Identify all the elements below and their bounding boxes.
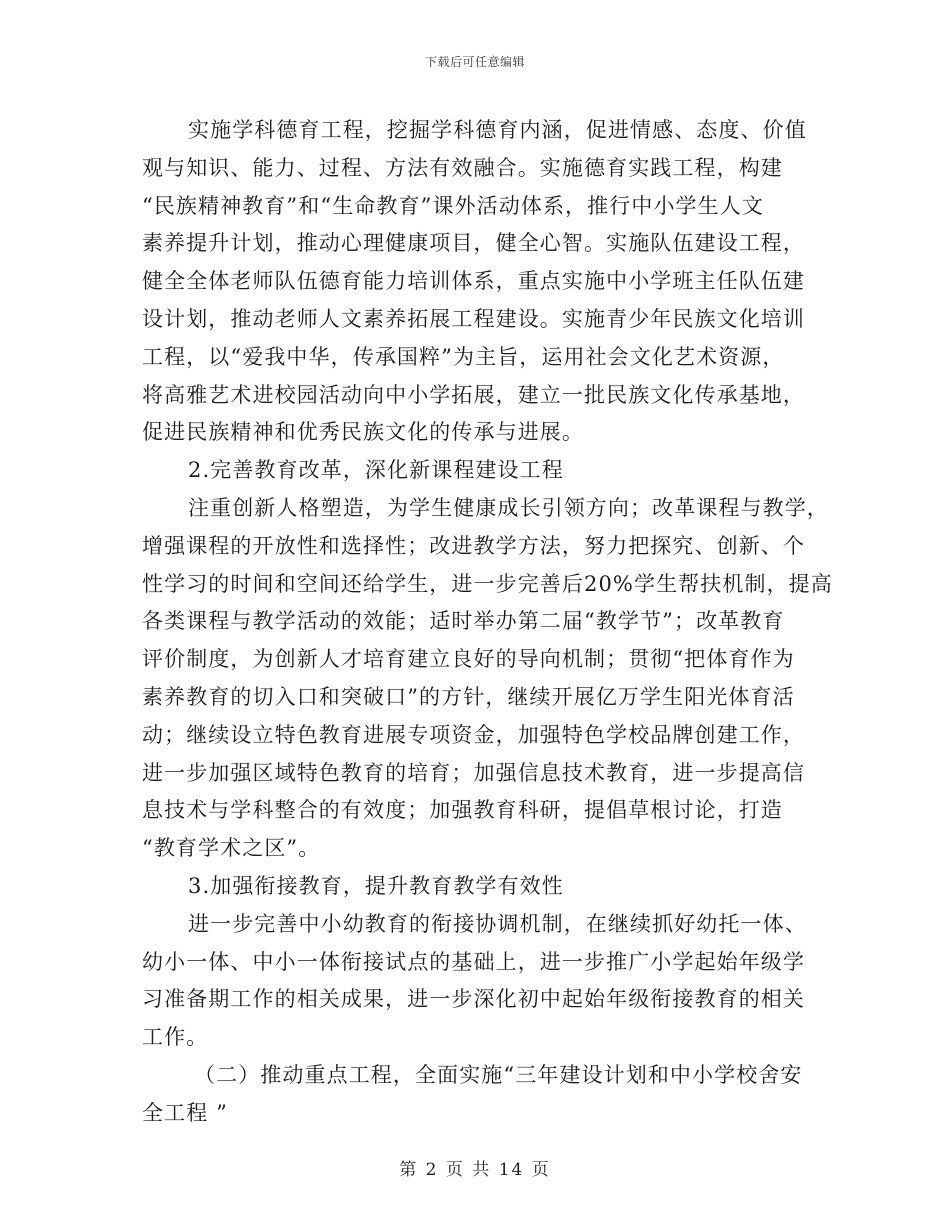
paragraph-line: 素养提升计划，推动心理健康项目，健全心智。实施队伍建设工程， bbox=[142, 231, 805, 256]
paragraph-line: 工作。 bbox=[142, 1025, 209, 1050]
paragraph-line: 息技术与学科整合的有效度；加强教育科研，提倡草根讨论，打造 bbox=[142, 798, 783, 823]
paragraph-line: 各类课程与教学活动的效能；适时举办第二届“教学节”；改革教育 bbox=[142, 609, 785, 634]
paragraph-line: 习准备期工作的相关成果，进一步深化初中起始年级衔接教育的相关 bbox=[142, 987, 805, 1012]
section-heading: 2.完善教育改革，深化新课程建设工程 bbox=[188, 458, 564, 483]
paragraph-line: “教育学术之区”。 bbox=[142, 836, 321, 861]
paragraph-line: 健全全体老师队伍德育能力培训体系，重点实施中小学班主任队伍建 bbox=[142, 269, 805, 294]
paragraph-line: 设计划，推动老师人文素养拓展工程建设。实施青少年民族文化培训 bbox=[142, 306, 805, 331]
paragraph-line: 促进民族精神和优秀民族文化的传承与进展。 bbox=[142, 420, 584, 445]
paragraph-line: 素养教育的切入口和突破口”的方针，继续开展亿万学生阳光体育活 bbox=[142, 684, 795, 709]
paragraph-line: 评价制度，为创新人才培育建立良好的导向机制；贯彻“把体育作为 bbox=[142, 647, 795, 672]
paragraph-line: 进一步加强区域特色教育的培育；加强信息技术教育，进一步提高信 bbox=[142, 760, 805, 785]
paragraph-line: 幼小一体、中小一体衔接试点的基础上，进一步推广小学起始年级学 bbox=[142, 949, 805, 974]
paragraph-line: 进一步完善中小幼教育的衔接协调机制，在继续抓好幼托一体、 bbox=[188, 911, 807, 936]
paragraph-line: 增强课程的开放性和选择性；改进教学方法，努力把探究、创新、个 bbox=[142, 533, 805, 558]
paragraph-line: 动；继续设立特色教育进展专项资金，加强特色学校品牌创建工作， bbox=[142, 722, 805, 747]
paragraph-line: 将高雅艺术进校园活动向中小学拓展，建立一批民族文化传承基地， bbox=[142, 382, 805, 407]
paragraph-line: 全工程 ” bbox=[142, 1100, 228, 1125]
paragraph-line: 工程，以“爱我中华，传承国粹”为主旨，运用社会文化艺术资源， bbox=[142, 344, 785, 369]
section-heading: 3.加强衔接教育，提升教育教学有效性 bbox=[188, 873, 564, 898]
page-header: 下载后可任意编辑 bbox=[424, 55, 525, 69]
page-footer: 第 2 页 共 14 页 bbox=[399, 1160, 551, 1180]
document-body bbox=[142, 112, 833, 1133]
paragraph-line: 实施学科德育工程，挖掘学科德育内涵，促进情感、态度、价值 bbox=[188, 118, 807, 142]
section-heading: （二）推动重点工程，全面实施“三年建设计划和中小学校舍安 bbox=[194, 1062, 803, 1087]
paragraph-line: 观与知识、能力、过程、方法有效融合。实施德育实践工程，构建 bbox=[142, 155, 783, 180]
paragraph-line: 注重创新人格塑造，为学生健康成长引领方向；改革课程与教学， bbox=[188, 495, 829, 520]
paragraph-line: “民族精神教育”和“生命教育”课外活动体系，推行中小学生人文 bbox=[142, 193, 764, 218]
paragraph-line: 性学习的时间和空间还给学生，进一步完善后20%学生帮扶机制，提高 bbox=[142, 571, 833, 596]
